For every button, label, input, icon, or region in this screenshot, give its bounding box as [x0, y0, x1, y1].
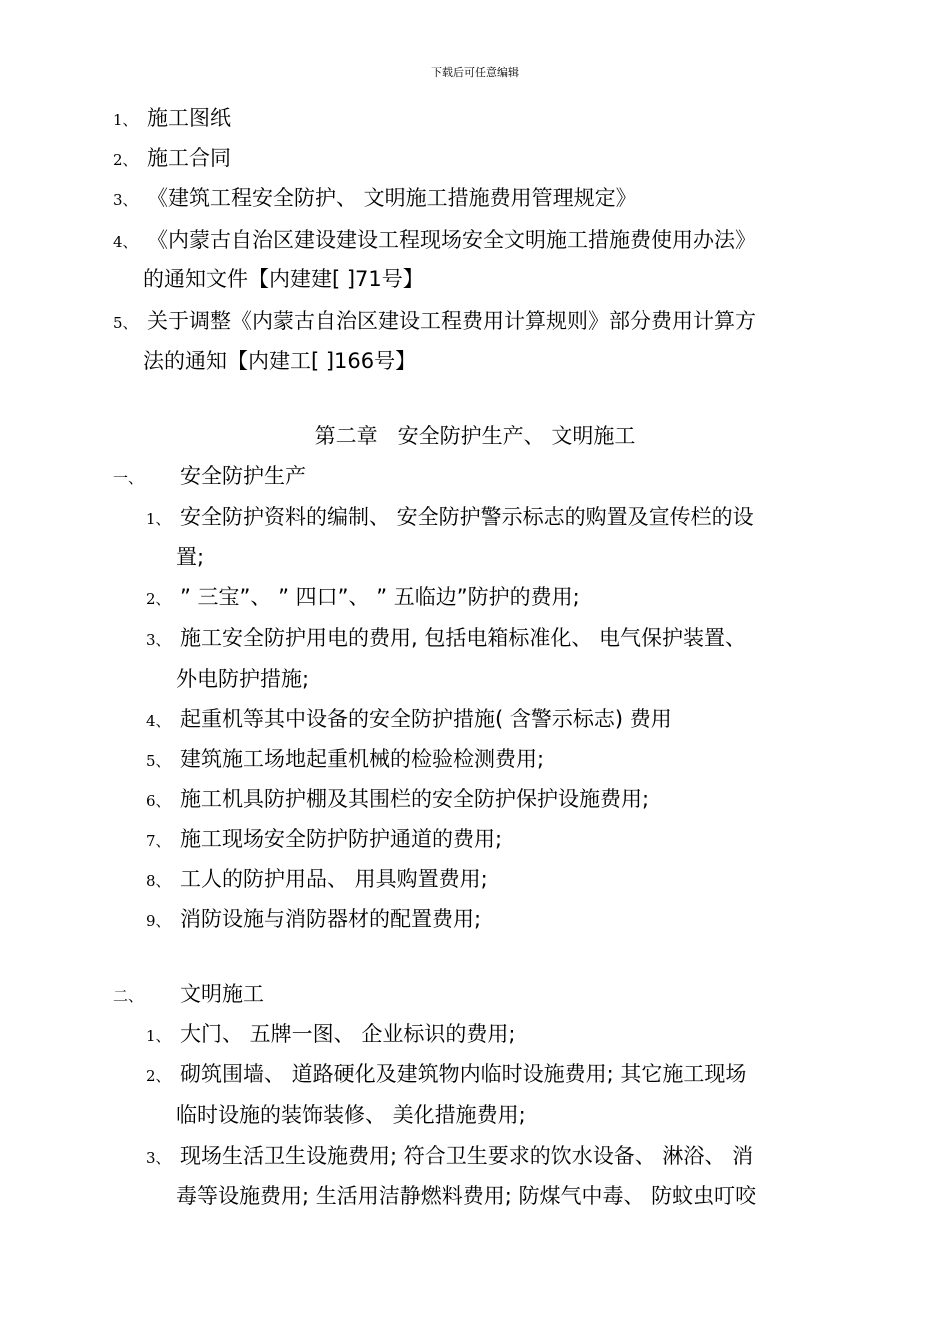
ref-text: 关于调整《内蒙古自治区建设工程费用计算规则》部分费用计算方	[147, 309, 756, 333]
ref-item-4	[113, 226, 756, 256]
ref-item-3	[113, 184, 637, 214]
section-1-item-1	[146, 503, 754, 533]
section-1-item-1-cont: 置;	[176, 545, 205, 569]
item-number: 2、	[146, 1067, 171, 1085]
item-number: 1、	[146, 510, 171, 528]
item-text: 施工现场安全防护防护通道的费用;	[180, 827, 503, 851]
section-1-item-8	[146, 865, 488, 895]
item-text: ” 三宝”、 ” 四口”、 ” 五临边”防护的费用;	[180, 585, 580, 609]
section-1-heading	[113, 462, 306, 492]
ref-item-1	[113, 104, 231, 134]
ref-number: 3、	[113, 191, 138, 209]
ref-item-2	[113, 144, 231, 174]
item-number: 4、	[146, 712, 171, 730]
item-number: 8、	[146, 872, 171, 890]
item-number: 5、	[146, 752, 171, 770]
section-2-item-3	[146, 1142, 753, 1172]
item-text: 工人的防护用品、 用具购置费用;	[180, 867, 488, 891]
section-2-item-2-cont: 临时设施的装饰装修、 美化措施费用;	[176, 1103, 526, 1127]
item-number: 1、	[146, 1027, 171, 1045]
item-text: 消防设施与消防器材的配置费用;	[180, 907, 482, 931]
ref-text: 施工图纸	[147, 106, 231, 130]
section-2-item-2	[146, 1060, 746, 1090]
section-title: 文明施工	[180, 982, 264, 1006]
ref-number: 4、	[113, 233, 138, 251]
chapter-title: 第二章 安全防护生产、 文明施工	[314, 424, 636, 448]
item-text: 安全防护资料的编制、 安全防护警示标志的购置及宣传栏的设	[180, 505, 754, 529]
item-number: 3、	[146, 631, 171, 649]
section-1-item-4	[146, 705, 672, 735]
item-text: 建筑施工场地起重机械的检验检测费用;	[180, 747, 545, 771]
ref-item-5	[113, 307, 756, 337]
section-1-item-6	[146, 785, 649, 815]
item-text: 施工机具防护棚及其围栏的安全防护保护设施费用;	[180, 787, 650, 811]
ref-text: 施工合同	[147, 146, 231, 170]
item-number: 9、	[146, 912, 171, 930]
item-text: 大门、 五牌一图、 企业标识的费用;	[180, 1022, 516, 1046]
section-1-item-7	[146, 825, 502, 855]
section-1-item-5	[146, 745, 544, 775]
item-number: 6、	[146, 792, 171, 810]
section-title: 安全防护生产	[180, 464, 306, 488]
ref-item-4-cont: 的通知文件【内建建[ ]71号】	[143, 267, 424, 291]
ref-number: 2、	[113, 151, 138, 169]
page-header-note: 下载后可任意编辑	[431, 66, 519, 79]
item-number: 3、	[146, 1149, 171, 1167]
section-1-item-3	[146, 624, 746, 654]
section-2-item-1	[146, 1020, 515, 1050]
item-number: 2、	[146, 590, 171, 608]
item-text: 现场生活卫生设施费用; 符合卫生要求的饮水设备、 淋浴、 消	[180, 1144, 754, 1168]
item-number: 7、	[146, 832, 171, 850]
ref-text: 《建筑工程安全防护、 文明施工措施费用管理规定》	[147, 186, 637, 210]
section-1-item-9	[146, 905, 481, 935]
ref-item-5-cont: 法的通知【内建工[ ]166号】	[143, 349, 417, 373]
section-1-item-3-cont: 外电防护措施;	[176, 667, 310, 691]
section-2-heading	[113, 980, 264, 1010]
ref-number: 5、	[113, 314, 138, 332]
section-number: 一、	[113, 469, 144, 487]
ref-number: 1、	[113, 111, 138, 129]
ref-text: 《内蒙古自治区建设建设工程现场安全文明施工措施费使用办法》	[147, 228, 756, 252]
section-2-item-3-cont: 毒等设施费用; 生活用洁静燃料费用; 防煤气中毒、 防蚊虫叮咬	[176, 1184, 757, 1208]
section-number: 二、	[113, 987, 144, 1005]
item-text: 施工安全防护用电的费用, 包括电箱标准化、 电气保护装置、	[180, 626, 747, 650]
item-text: 砌筑围墙、 道路硬化及建筑物内临时设施费用; 其它施工现场	[180, 1062, 747, 1086]
section-1-item-2	[146, 583, 580, 613]
item-text: 起重机等其中设备的安全防护措施( 含警示标志) 费用	[180, 707, 672, 731]
